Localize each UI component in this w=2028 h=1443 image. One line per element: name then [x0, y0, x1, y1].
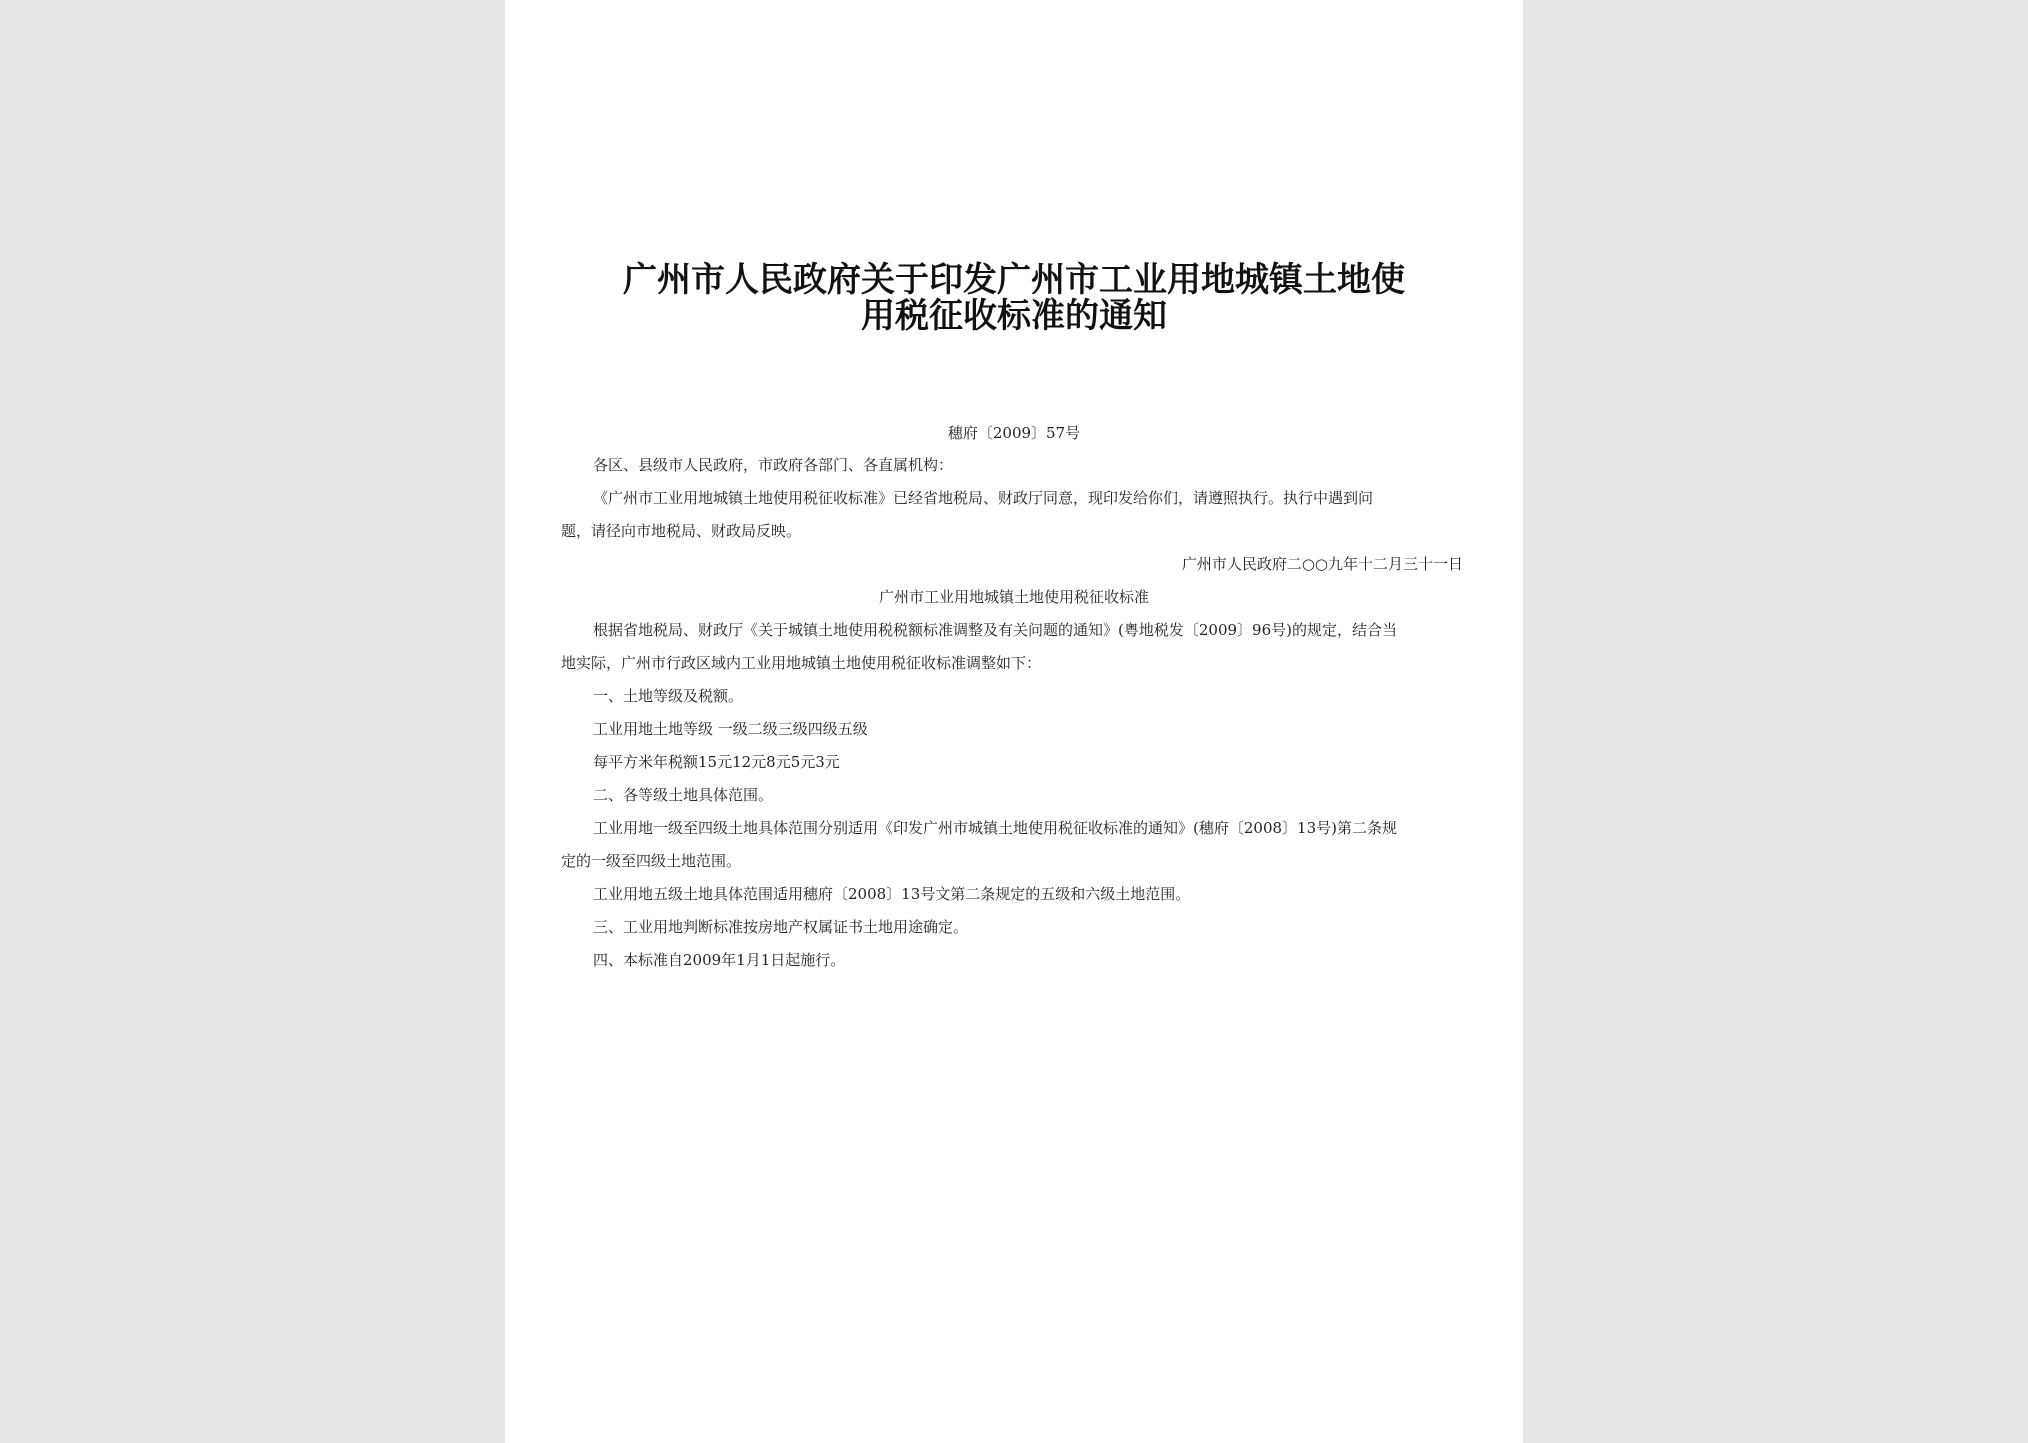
title-line-1: 广州市人民政府关于印发广州市工业用地城镇土地使 [623, 260, 1405, 300]
scope-grade-5: 工业用地五级土地具体范围适用穗府〔2008〕13号文第二条规定的五级和六级土地范围。 [593, 885, 1191, 903]
section-4-heading: 四、本标准自2009年1月1日起施行。 [593, 951, 846, 969]
tax-rate-row: 每平方米年税额15元12元8元5元3元 [593, 753, 840, 771]
section-3-heading: 三、工业用地判断标准按房地产权属证书土地用途确定。 [593, 918, 969, 936]
title-line-2: 用税征收标准的通知 [861, 296, 1167, 336]
notice-paragraph-line-1: 《广州市工业用地城镇土地使用税征收标准》已经省地税局、财政厅同意，现印发给你们，请遵照执行。执行中遇到问 [593, 489, 1374, 507]
scope-paragraph-line-2: 定的一级至四级土地范围。 [561, 852, 742, 870]
section-2-heading: 二、各等级土地具体范围。 [593, 786, 774, 804]
signature-date: 广州市人民政府二○○九年十二月三十一日 [1181, 555, 1463, 573]
grade-row: 工业用地土地等级 一级二级三级四级五级 [593, 720, 868, 738]
notice-paragraph-line-2: 题，请径向市地税局、财政局反映。 [561, 522, 802, 540]
scope-paragraph-line-1: 工业用地一级至四级土地具体范围分别适用《印发广州市城镇土地使用税征收标准的通知》(穗府〔2008〕13号)第二条规 [593, 819, 1397, 837]
recipients-line: 各区、县级市人民政府，市政府各部门、各直属机构： [593, 456, 954, 474]
basis-paragraph-line-1: 根据省地税局、财政厅《关于城镇土地使用税税额标准调整及有关问题的通知》(粤地税发〔2009〕96号)的规定，结合当 [593, 621, 1397, 639]
basis-paragraph-line-2: 地实际，广州市行政区域内工业用地城镇土地使用税征收标准调整如下： [561, 654, 1042, 672]
document-title [575, 262, 1453, 334]
standard-subtitle: 广州市工业用地城镇土地使用税征收标准 [878, 588, 1149, 606]
document-number: 穗府〔2009〕57号 [947, 424, 1081, 442]
section-1-heading: 一、土地等级及税额。 [593, 687, 744, 705]
document-page [505, 0, 1523, 1443]
